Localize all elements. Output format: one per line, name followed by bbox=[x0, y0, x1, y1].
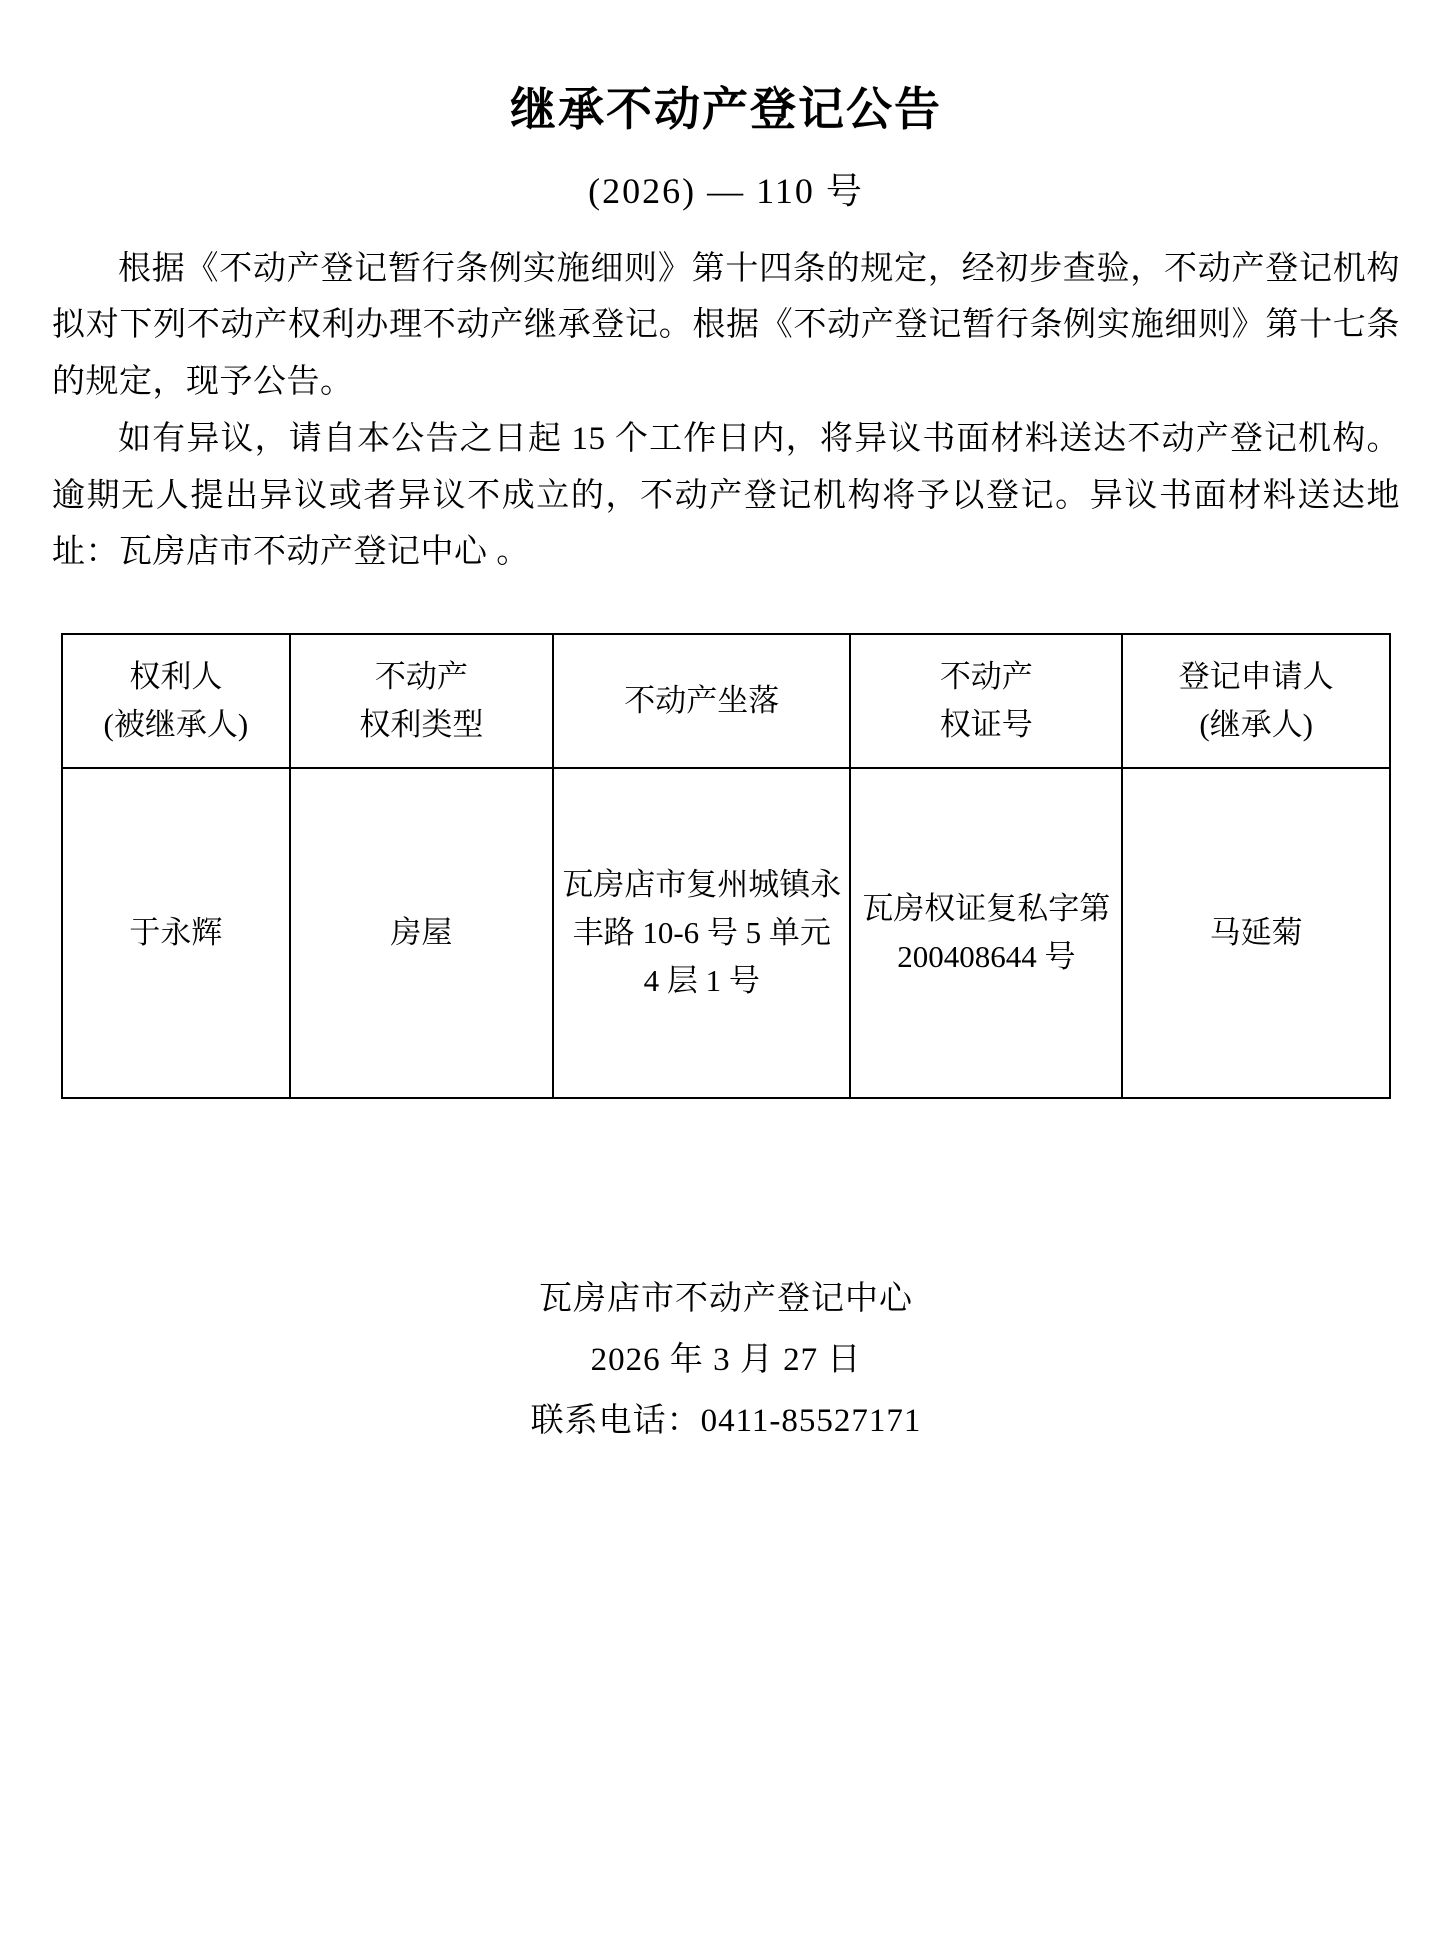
cell-certificate-no: 瓦房权证复私字第 200408644 号 bbox=[850, 768, 1122, 1098]
page-title: 继承不动产登记公告 bbox=[510, 83, 942, 135]
property-table bbox=[61, 633, 1391, 1099]
document-number: (2026) — 110 号 bbox=[588, 170, 864, 211]
cell-applicant: 马延菊 bbox=[1122, 768, 1390, 1098]
column-header-applicant bbox=[1122, 634, 1390, 768]
footer-contact: 联系电话：0411-85527171 bbox=[530, 1403, 922, 1440]
column-header-location bbox=[553, 634, 850, 768]
column-header-certificate-no-line2: 权证号 bbox=[939, 707, 1033, 743]
notice-paragraph-2: 如有异议，请自本公告之日起 15 个工作日内，将异议书面材料送达不动产登记机构。逾期无人提出异议或者异议不成立的，不动产登记机构将予以登记。异议书面材料送达地址：瓦房店市不动产登记中心 。 bbox=[52, 420, 1400, 571]
cell-owner: 于永辉 bbox=[62, 768, 290, 1098]
document-footer bbox=[52, 1269, 1400, 1452]
column-header-certificate-no-line1: 不动产 bbox=[939, 659, 1033, 695]
column-header-applicant-line1: 登记申请人 bbox=[1178, 659, 1334, 695]
table-header-row bbox=[62, 634, 1390, 768]
column-header-owner-line2: (被继承人) bbox=[103, 707, 249, 743]
footer-issuer: 瓦房店市不动产登记中心 bbox=[539, 1281, 913, 1318]
cell-property-type: 房屋 bbox=[290, 768, 553, 1098]
column-header-property-type bbox=[290, 634, 553, 768]
notice-paragraph-1: 根据《不动产登记暂行条例实施细则》第十四条的规定，经初步查验，不动产登记机构拟对下列不动产权利办理不动产继承登记。根据《不动产登记暂行条例实施细则》第十七条的规定，现予公告。 bbox=[52, 250, 1400, 401]
table-row bbox=[62, 768, 1390, 1098]
notice-body bbox=[52, 241, 1400, 582]
column-header-owner bbox=[62, 634, 290, 768]
column-header-property-type-line2: 权利类型 bbox=[359, 707, 484, 743]
footer-date: 2026 年 3 月 27 日 bbox=[590, 1342, 862, 1379]
column-header-owner-line1: 权利人 bbox=[129, 659, 223, 695]
column-header-applicant-line2: (继承人) bbox=[1199, 707, 1313, 743]
column-header-location-line1: 不动产坐落 bbox=[624, 683, 780, 719]
cell-location: 瓦房店市复州城镇永丰路 10-6 号 5 单元 4 层 1 号 bbox=[553, 768, 850, 1098]
column-header-certificate-no bbox=[850, 634, 1122, 768]
column-header-property-type-line1: 不动产 bbox=[374, 659, 468, 695]
